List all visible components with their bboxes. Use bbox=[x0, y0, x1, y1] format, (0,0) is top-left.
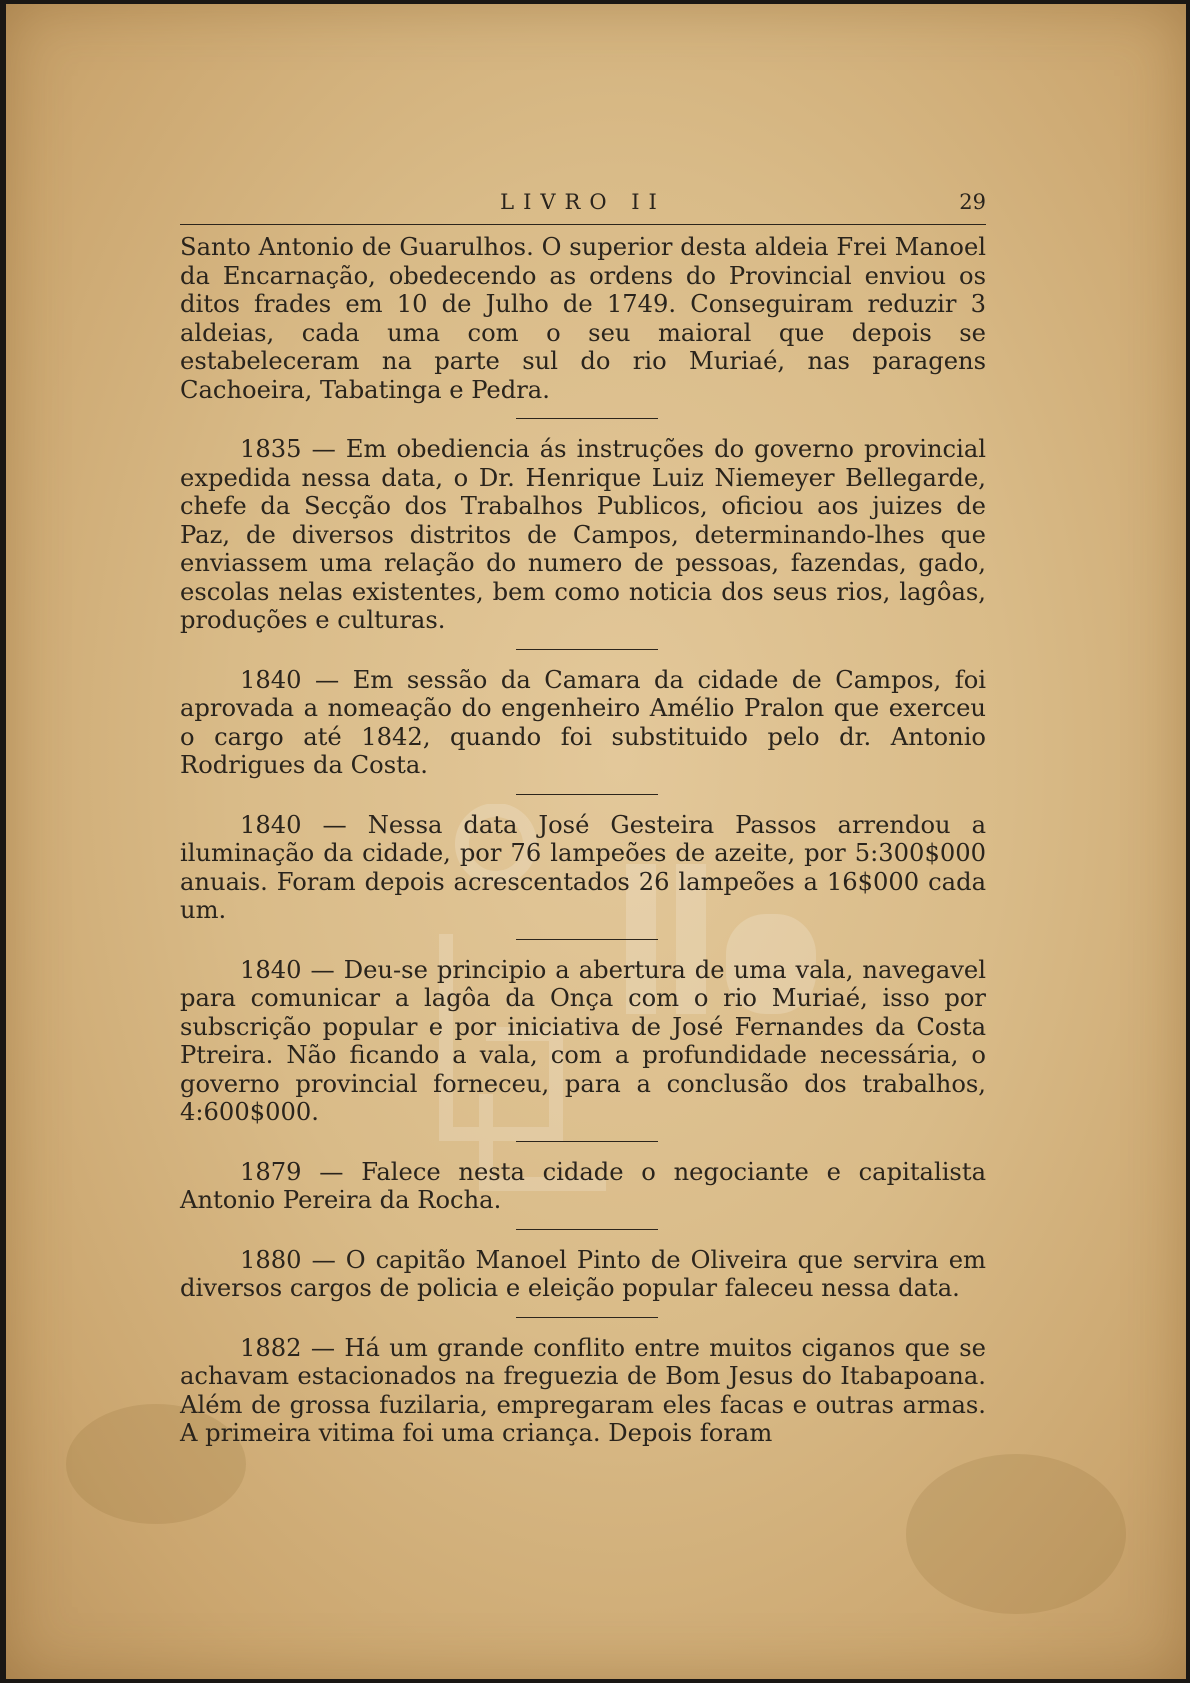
section-divider bbox=[516, 1141, 658, 1142]
chronology-entry: 1879 — Falece nesta cidade o negociante e capitalista Antonio Pereira da Rocha. bbox=[180, 1157, 986, 1214]
chronology-entry: 1835 — Em obediencia ás instruções do governo provincial expedida nessa data, o Dr. Henrique Luiz Niemeyer Bellegarde, chefe da Secção dos Trabalhos Publicos, oficiou aos juizes de Paz, de diversos distritos de Campos, determinando-lhes que enviassem uma relação do numero de pessoas, fazendas, gado, escolas nelas existentes, bem como noticia dos seus rios, lagôas, produções e culturas. bbox=[180, 435, 986, 634]
paragraph: Santo Antonio de Guarulhos. O superior desta aldeia Frei Manoel da Encarnação, obedecendo as ordens do Provincial enviou os ditos frades em 10 de Julho de 1749. Conseguiram reduzir 3 aldeias, cada uma com o seu maioral que depois se estabeleceram na parte sul do rio Muriaé, nas paragens Cachoeira, Tabatinga e Pedra. bbox=[180, 233, 986, 404]
scanned-page bbox=[6, 4, 1186, 1679]
chronology-entry: 1840 — Nessa data José Gesteira Passos arrendou a iluminação da cidade, por 76 lampeões de azeite, por 5:300$000 anuais. Foram depois acrescentados 26 lampeões a 16$000 cada um. bbox=[180, 810, 986, 924]
book-page bbox=[180, 188, 986, 1528]
section-divider bbox=[516, 418, 658, 419]
section-divider bbox=[516, 1317, 658, 1318]
running-title: LIVRO II bbox=[500, 190, 666, 214]
chronology-entry: 1840 — Deu-se principio a abertura de uma vala, navegavel para comunicar a lagôa da Onça com o rio Muriaé, isso por subscrição popular e por iniciativa de José Fernandes da Costa Ptreira. Não ficando a vala, com a profundidade necessária, o governo provincial forneceu, para a conclusão dos trabalhos, 4:600$000. bbox=[180, 955, 986, 1126]
section-divider bbox=[516, 794, 658, 795]
page-header bbox=[180, 188, 986, 225]
chronology-entry: 1840 — Em sessão da Camara da cidade de Campos, foi aprovada a nomeação do engenheiro Amélio Pralon que exerceu o cargo até 1842, quando foi substituido pelo dr. Antonio Rodrigues da Costa. bbox=[180, 665, 986, 779]
section-divider bbox=[516, 1229, 658, 1230]
section-divider bbox=[516, 939, 658, 940]
page-body bbox=[180, 233, 986, 1448]
chronology-entry: 1880 — O capitão Manoel Pinto de Oliveira que servira em diversos cargos de policia e eleição popular faleceu nessa data. bbox=[180, 1245, 986, 1302]
section-divider bbox=[516, 649, 658, 650]
chronology-entry: 1882 — Há um grande conflito entre muitos ciganos que se achavam estacionados na freguezia de Bom Jesus do Itabapoana. Além de grossa fuzilaria, empregaram eles facas e outras armas. A primeira vitima foi uma criança. Depois foram bbox=[180, 1333, 986, 1447]
page-number: 29 bbox=[959, 190, 986, 214]
